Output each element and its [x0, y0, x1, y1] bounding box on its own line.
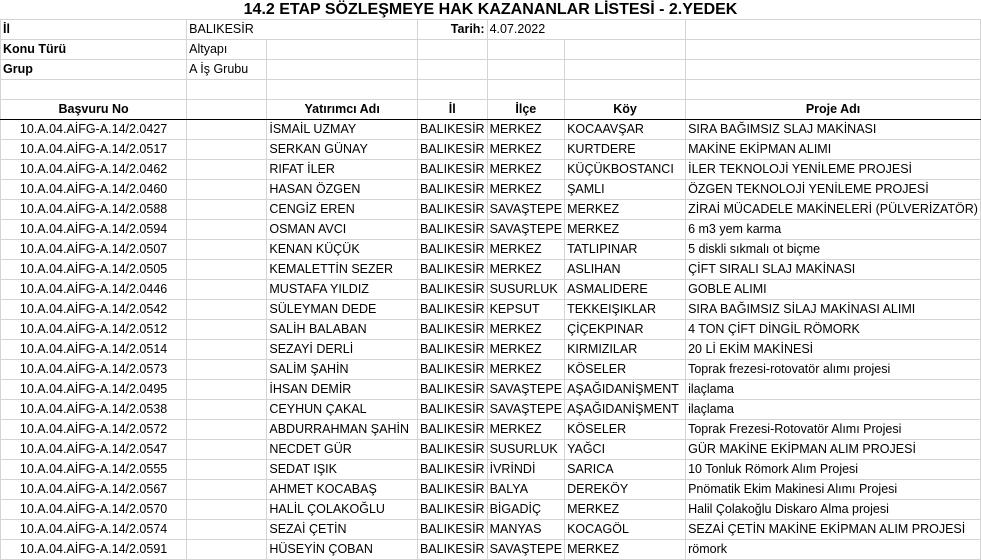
proje-adi-cell[interactable]: 10 Tonluk Römork Alım Projesi — [686, 460, 981, 480]
koy-cell[interactable]: ŞAMLI — [565, 180, 686, 200]
empty-cell[interactable] — [487, 40, 564, 60]
ilce-cell[interactable]: MERKEZ — [487, 120, 564, 140]
koy-cell[interactable]: ASLIHAN — [565, 260, 686, 280]
proje-adi-cell[interactable]: Toprak frezesi-rotovatör alımı projesi — [686, 360, 981, 380]
empty-cell[interactable] — [187, 80, 267, 100]
ilce-cell[interactable]: SUSURLUK — [487, 280, 564, 300]
il-label: İl — [1, 20, 187, 40]
basvuru-no-cell[interactable]: 10.A.04.AİFG-A.14/2.0574 — [1, 520, 187, 540]
koy-cell[interactable]: TATLIPINAR — [565, 240, 686, 260]
il-cell[interactable]: BALIKESİR — [417, 360, 487, 380]
yatirimci-adi-cell[interactable]: AHMET KOCABAŞ — [267, 480, 418, 500]
proje-adi-cell[interactable]: ilaçlama — [686, 400, 981, 420]
koy-cell[interactable]: MERKEZ — [565, 540, 686, 560]
yatirimci-adi-cell[interactable]: HALİL ÇOLAKOĞLU — [267, 500, 418, 520]
ilce-cell[interactable]: MERKEZ — [487, 180, 564, 200]
koy-cell[interactable]: KOCAAVŞAR — [565, 120, 686, 140]
proje-adi-cell[interactable]: SIRA BAĞIMSIZ SLAJ MAKİNASI — [686, 120, 981, 140]
table-row — [1, 220, 981, 240]
empty-cell[interactable] — [267, 40, 418, 60]
basvuru-no-cell[interactable]: 10.A.04.AİFG-A.14/2.0446 — [1, 280, 187, 300]
header-il[interactable]: İl — [417, 100, 487, 120]
basvuru-no-cell[interactable]: 10.A.04.AİFG-A.14/2.0517 — [1, 140, 187, 160]
header-ilce[interactable]: İlçe — [487, 100, 564, 120]
basvuru-no-cell[interactable]: 10.A.04.AİFG-A.14/2.0542 — [1, 300, 187, 320]
yatirimci-adi-cell[interactable]: KENAN KÜÇÜK — [267, 240, 418, 260]
meta-row-il — [1, 20, 981, 40]
header-blank[interactable] — [187, 100, 267, 120]
proje-adi-cell[interactable]: SEZAİ ÇETİN MAKİNE EKİPMAN ALIM PROJESİ — [686, 520, 981, 540]
ilce-cell[interactable]: SAVAŞTEPE — [487, 200, 564, 220]
ilce-cell[interactable]: SAVAŞTEPE — [487, 380, 564, 400]
table-row — [1, 380, 981, 400]
koy-cell[interactable]: MERKEZ — [565, 220, 686, 240]
empty-cell[interactable] — [686, 80, 981, 100]
proje-adi-cell[interactable]: GOBLE ALIMI — [686, 280, 981, 300]
empty-cell[interactable] — [686, 60, 981, 80]
header-basvuru-no[interactable]: Başvuru No — [1, 100, 187, 120]
basvuru-no-cell[interactable]: 10.A.04.AİFG-A.14/2.0573 — [1, 360, 187, 380]
koy-cell[interactable]: MERKEZ — [565, 500, 686, 520]
koy-cell[interactable]: TEKKEIŞIKLAR — [565, 300, 686, 320]
empty-cell[interactable] — [565, 60, 686, 80]
koy-cell[interactable]: KIRMIZILAR — [565, 340, 686, 360]
header-row — [1, 100, 981, 120]
empty-cell[interactable] — [187, 120, 267, 140]
ilce-cell[interactable]: SAVAŞTEPE — [487, 220, 564, 240]
yatirimci-adi-cell[interactable]: SERKAN GÜNAY — [267, 140, 418, 160]
empty-cell[interactable] — [1, 80, 187, 100]
koy-cell[interactable]: YAĞCI — [565, 440, 686, 460]
basvuru-no-cell[interactable]: 10.A.04.AİFG-A.14/2.0591 — [1, 540, 187, 560]
empty-cell[interactable] — [187, 460, 267, 480]
empty-cell[interactable] — [187, 500, 267, 520]
ilce-cell[interactable]: SUSURLUK — [487, 440, 564, 460]
il-cell[interactable]: BALIKESİR — [417, 520, 487, 540]
ilce-cell[interactable]: MANYAS — [487, 520, 564, 540]
yatirimci-adi-cell[interactable]: NECDET GÜR — [267, 440, 418, 460]
ilce-cell[interactable]: MERKEZ — [487, 340, 564, 360]
empty-cell[interactable] — [187, 220, 267, 240]
ilce-cell[interactable]: MERKEZ — [487, 160, 564, 180]
basvuru-no-cell[interactable]: 10.A.04.AİFG-A.14/2.0570 — [1, 500, 187, 520]
empty-cell[interactable] — [187, 300, 267, 320]
proje-adi-cell[interactable]: ilaçlama — [686, 380, 981, 400]
proje-adi-cell[interactable]: Toprak Frezesi-Rotovatör Alımı Projesi — [686, 420, 981, 440]
empty-cell[interactable] — [187, 360, 267, 380]
table-row — [1, 520, 981, 540]
il-cell[interactable]: BALIKESİR — [417, 500, 487, 520]
empty-cell[interactable] — [565, 40, 686, 60]
yatirimci-adi-cell[interactable]: HASAN ÖZGEN — [267, 180, 418, 200]
proje-adi-cell[interactable]: 20 Lİ EKİM MAKİNESİ — [686, 340, 981, 360]
empty-cell[interactable] — [187, 420, 267, 440]
empty-cell[interactable] — [187, 140, 267, 160]
table-row — [1, 340, 981, 360]
yatirimci-adi-cell[interactable]: KEMALETTİN SEZER — [267, 260, 418, 280]
ilce-cell[interactable]: MERKEZ — [487, 320, 564, 340]
koy-cell[interactable]: ASMALIDERE — [565, 280, 686, 300]
ilce-cell[interactable]: MERKEZ — [487, 360, 564, 380]
empty-cell[interactable] — [417, 80, 487, 100]
table-row — [1, 460, 981, 480]
empty-cell[interactable] — [187, 280, 267, 300]
empty-cell[interactable] — [187, 540, 267, 560]
proje-adi-cell[interactable]: 5 diskli sıkmalı ot biçme — [686, 240, 981, 260]
data-table — [0, 19, 981, 560]
tarih-value[interactable]: 4.07.2022 — [487, 20, 686, 40]
il-cell[interactable]: BALIKESİR — [417, 340, 487, 360]
table-row — [1, 420, 981, 440]
yatirimci-adi-cell[interactable]: HÜSEYİN ÇOBAN — [267, 540, 418, 560]
yatirimci-adi-cell[interactable]: SALİH BALABAN — [267, 320, 418, 340]
spacer-row — [1, 80, 981, 100]
proje-adi-cell[interactable]: ÖZGEN TEKNOLOJİ YENİLEME PROJESİ — [686, 180, 981, 200]
proje-adi-cell[interactable]: 6 m3 yem karma — [686, 220, 981, 240]
proje-adi-cell[interactable]: Halil Çolakoğlu Diskaro Alma projesi — [686, 500, 981, 520]
koy-cell[interactable]: SARICA — [565, 460, 686, 480]
koy-cell[interactable]: KÖSELER — [565, 360, 686, 380]
basvuru-no-cell[interactable]: 10.A.04.AİFG-A.14/2.0507 — [1, 240, 187, 260]
header-proje-adi[interactable]: Proje Adı — [686, 100, 981, 120]
basvuru-no-cell[interactable]: 10.A.04.AİFG-A.14/2.0572 — [1, 420, 187, 440]
header-yatirimci-adi[interactable]: Yatırımcı Adı — [267, 100, 418, 120]
koy-cell[interactable]: KÜÇÜKBOSTANCI — [565, 160, 686, 180]
basvuru-no-cell[interactable]: 10.A.04.AİFG-A.14/2.0462 — [1, 160, 187, 180]
proje-adi-cell[interactable]: İLER TEKNOLOJİ YENİLEME PROJESİ — [686, 160, 981, 180]
yatirimci-adi-cell[interactable]: ABDURRAHMAN ŞAHİN — [267, 420, 418, 440]
basvuru-no-cell[interactable]: 10.A.04.AİFG-A.14/2.0594 — [1, 220, 187, 240]
yatirimci-adi-cell[interactable]: CEYHUN ÇAKAL — [267, 400, 418, 420]
il-cell[interactable]: BALIKESİR — [417, 240, 487, 260]
il-cell[interactable]: BALIKESİR — [417, 460, 487, 480]
empty-cell[interactable] — [187, 480, 267, 500]
meta-row-grup — [1, 60, 981, 80]
basvuru-no-cell[interactable]: 10.A.04.AİFG-A.14/2.0460 — [1, 180, 187, 200]
ilce-cell[interactable]: MERKEZ — [487, 420, 564, 440]
koy-cell[interactable]: KURTDERE — [565, 140, 686, 160]
empty-cell[interactable] — [187, 340, 267, 360]
il-cell[interactable]: BALIKESİR — [417, 400, 487, 420]
empty-cell[interactable] — [187, 240, 267, 260]
proje-adi-cell[interactable]: MAKİNE EKİPMAN ALIMI — [686, 140, 981, 160]
basvuru-no-cell[interactable]: 10.A.04.AİFG-A.14/2.0514 — [1, 340, 187, 360]
basvuru-no-cell[interactable]: 10.A.04.AİFG-A.14/2.0567 — [1, 480, 187, 500]
koy-cell[interactable]: KOCAGÖL — [565, 520, 686, 540]
meta-row-konu — [1, 40, 981, 60]
empty-cell[interactable] — [187, 160, 267, 180]
yatirimci-adi-cell[interactable]: SALİM ŞAHİN — [267, 360, 418, 380]
ilce-cell[interactable]: MERKEZ — [487, 240, 564, 260]
empty-cell[interactable] — [417, 40, 487, 60]
il-cell[interactable]: BALIKESİR — [417, 120, 487, 140]
ilce-cell[interactable]: MERKEZ — [487, 140, 564, 160]
il-value[interactable]: BALIKESİR — [187, 20, 418, 40]
tarih-label: Tarih: — [417, 20, 487, 40]
il-cell[interactable]: BALIKESİR — [417, 200, 487, 220]
koy-cell[interactable]: ÇİÇEKPINAR — [565, 320, 686, 340]
il-cell[interactable]: BALIKESİR — [417, 380, 487, 400]
empty-cell[interactable] — [187, 320, 267, 340]
table-row — [1, 300, 981, 320]
il-cell[interactable]: BALIKESİR — [417, 140, 487, 160]
basvuru-no-cell[interactable]: 10.A.04.AİFG-A.14/2.0512 — [1, 320, 187, 340]
table-row — [1, 360, 981, 380]
basvuru-no-cell[interactable]: 10.A.04.AİFG-A.14/2.0505 — [1, 260, 187, 280]
basvuru-no-cell[interactable]: 10.A.04.AİFG-A.14/2.0555 — [1, 460, 187, 480]
basvuru-no-cell[interactable]: 10.A.04.AİFG-A.14/2.0588 — [1, 200, 187, 220]
ilce-cell[interactable]: KEPSUT — [487, 300, 564, 320]
table-row — [1, 320, 981, 340]
empty-cell[interactable] — [686, 40, 981, 60]
ilce-cell[interactable]: SAVAŞTEPE — [487, 400, 564, 420]
yatirimci-adi-cell[interactable]: CENGİZ EREN — [267, 200, 418, 220]
yatirimci-adi-cell[interactable]: İSMAİL UZMAY — [267, 120, 418, 140]
koy-cell[interactable]: KÖSELER — [565, 420, 686, 440]
empty-cell[interactable] — [565, 80, 686, 100]
table-row — [1, 180, 981, 200]
empty-cell[interactable] — [267, 60, 418, 80]
koy-cell[interactable]: AŞAĞIDANİŞMENT — [565, 380, 686, 400]
koy-cell[interactable]: AŞAĞIDANİŞMENT — [565, 400, 686, 420]
table-row — [1, 440, 981, 460]
il-cell[interactable]: BALIKESİR — [417, 300, 487, 320]
empty-cell[interactable] — [187, 520, 267, 540]
empty-cell[interactable] — [487, 60, 564, 80]
proje-adi-cell[interactable]: 4 TON ÇİFT DİNGİL RÖMORK — [686, 320, 981, 340]
yatirimci-adi-cell[interactable]: SEZAİ ÇETİN — [267, 520, 418, 540]
grup-label: Grup — [1, 60, 187, 80]
empty-cell[interactable] — [187, 260, 267, 280]
empty-cell[interactable] — [487, 80, 564, 100]
yatirimci-adi-cell[interactable]: İHSAN DEMİR — [267, 380, 418, 400]
yatirimci-adi-cell[interactable]: SEDAT IŞIK — [267, 460, 418, 480]
proje-adi-cell[interactable]: ZİRAİ MÜCADELE MAKİNELERİ (PÜLVERİZATÖR) — [686, 200, 981, 220]
ilce-cell[interactable]: BİGADİÇ — [487, 500, 564, 520]
ilce-cell[interactable]: MERKEZ — [487, 260, 564, 280]
yatirimci-adi-cell[interactable]: OSMAN AVCI — [267, 220, 418, 240]
proje-adi-cell[interactable]: SIRA BAĞIMSIZ SİLAJ MAKİNASI ALIMI — [686, 300, 981, 320]
il-cell[interactable]: BALIKESİR — [417, 180, 487, 200]
proje-adi-cell[interactable]: ÇİFT SIRALI SLAJ MAKİNASI — [686, 260, 981, 280]
yatirimci-adi-cell[interactable]: SEZAYİ DERLİ — [267, 340, 418, 360]
il-cell[interactable]: BALIKESİR — [417, 280, 487, 300]
table-row — [1, 280, 981, 300]
il-cell[interactable]: BALIKESİR — [417, 260, 487, 280]
basvuru-no-cell[interactable]: 10.A.04.AİFG-A.14/2.0495 — [1, 380, 187, 400]
il-cell[interactable]: BALIKESİR — [417, 420, 487, 440]
table-row — [1, 540, 981, 560]
yatirimci-adi-cell[interactable]: MUSTAFA YILDIZ — [267, 280, 418, 300]
proje-adi-cell[interactable]: Pnömatik Ekim Makinesi Alımı Projesi — [686, 480, 981, 500]
il-cell[interactable]: BALIKESİR — [417, 540, 487, 560]
yatirimci-adi-cell[interactable]: SÜLEYMAN DEDE — [267, 300, 418, 320]
header-koy[interactable]: Köy — [565, 100, 686, 120]
yatirimci-adi-cell[interactable]: RIFAT İLER — [267, 160, 418, 180]
empty-cell[interactable] — [267, 80, 418, 100]
empty-cell[interactable] — [187, 400, 267, 420]
ilce-cell[interactable]: İVRİNDİ — [487, 460, 564, 480]
il-cell[interactable]: BALIKESİR — [417, 220, 487, 240]
page-title: 14.2 ETAP SÖZLEŞMEYE HAK KAZANANLAR LİSTESİ - 2.YEDEK — [243, 1, 738, 18]
empty-cell[interactable] — [187, 200, 267, 220]
il-cell[interactable]: BALIKESİR — [417, 440, 487, 460]
proje-adi-cell[interactable]: römork — [686, 540, 981, 560]
konu-turu-label: Konu Türü — [1, 40, 187, 60]
empty-cell[interactable] — [187, 440, 267, 460]
empty-cell[interactable] — [187, 380, 267, 400]
empty-cell[interactable] — [686, 20, 981, 40]
table-row — [1, 480, 981, 500]
table-row — [1, 500, 981, 520]
empty-cell[interactable] — [187, 180, 267, 200]
il-cell[interactable]: BALIKESİR — [417, 320, 487, 340]
proje-adi-cell[interactable]: GÜR MAKİNE EKİPMAN ALIM PROJESİ — [686, 440, 981, 460]
koy-cell[interactable]: DEREKÖY — [565, 480, 686, 500]
empty-cell[interactable] — [417, 60, 487, 80]
koy-cell[interactable]: MERKEZ — [565, 200, 686, 220]
table-row — [1, 260, 981, 280]
table-row — [1, 400, 981, 420]
table-row — [1, 140, 981, 160]
ilce-cell[interactable]: BALYA — [487, 480, 564, 500]
table-row — [1, 200, 981, 220]
il-cell[interactable]: BALIKESİR — [417, 480, 487, 500]
table-row — [1, 160, 981, 180]
basvuru-no-cell[interactable]: 10.A.04.AİFG-A.14/2.0547 — [1, 440, 187, 460]
konu-turu-value[interactable]: Altyapı — [187, 40, 267, 60]
grup-value[interactable]: A İş Grubu — [187, 60, 267, 80]
ilce-cell[interactable]: SAVAŞTEPE — [487, 540, 564, 560]
table-row — [1, 240, 981, 260]
basvuru-no-cell[interactable]: 10.A.04.AİFG-A.14/2.0427 — [1, 120, 187, 140]
basvuru-no-cell[interactable]: 10.A.04.AİFG-A.14/2.0538 — [1, 400, 187, 420]
table-row — [1, 120, 981, 140]
il-cell[interactable]: BALIKESİR — [417, 160, 487, 180]
